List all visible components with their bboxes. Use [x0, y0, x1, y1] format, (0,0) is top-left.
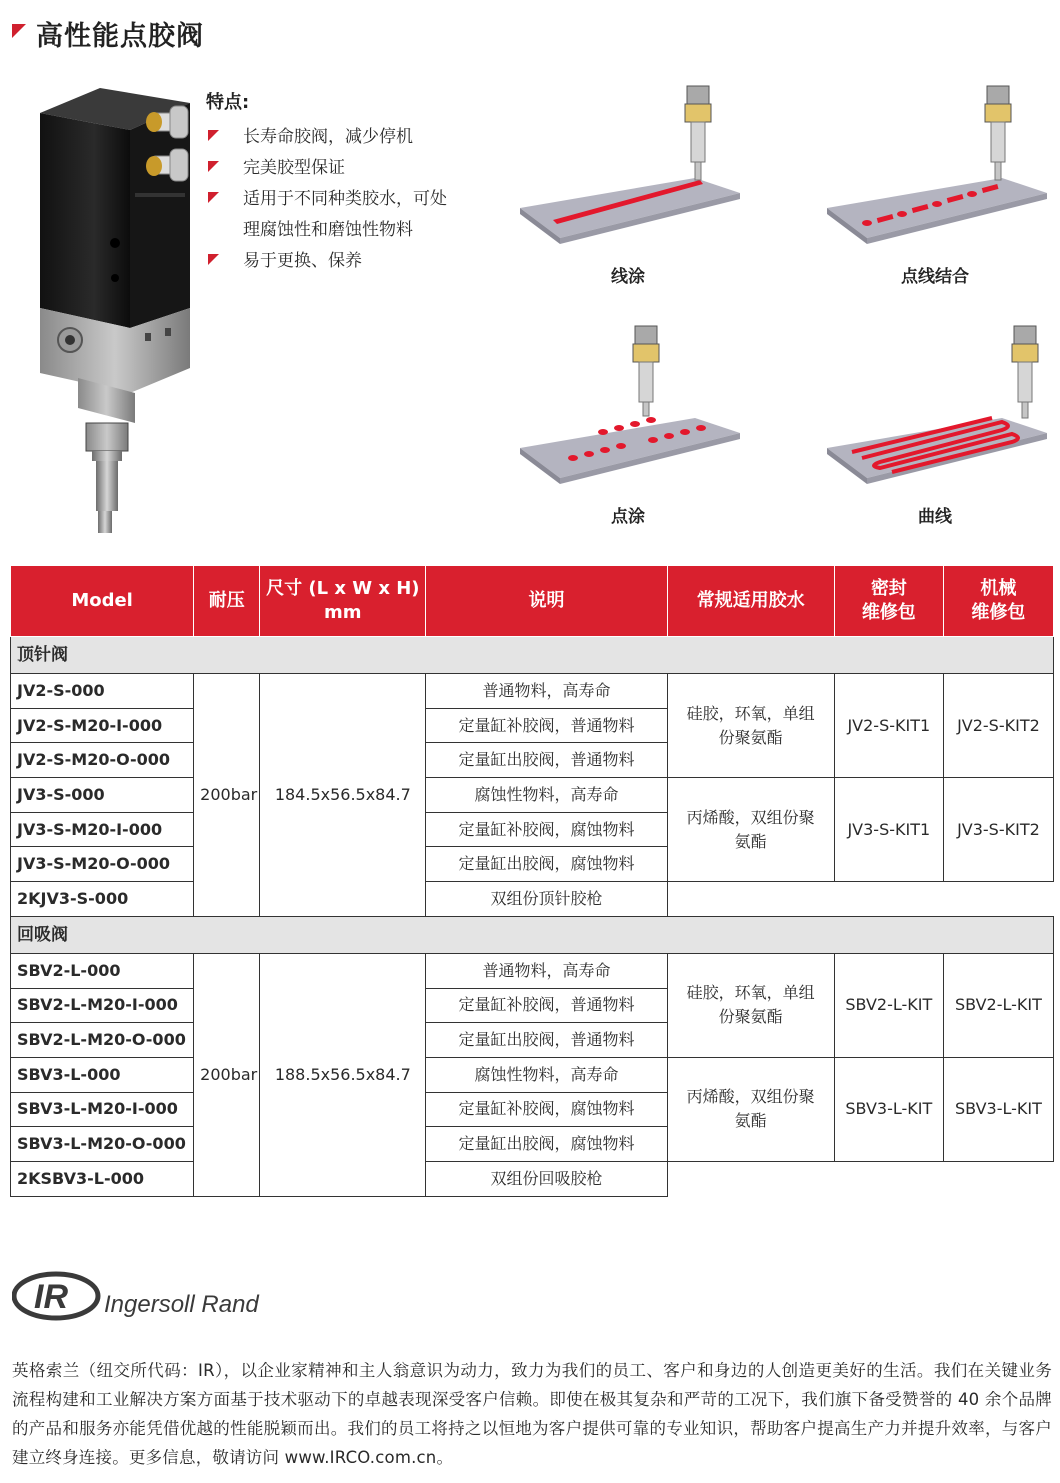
desc-cell: 普通物料，高寿命 — [426, 953, 667, 988]
features-list — [206, 88, 506, 277]
curve-coating-illustration — [822, 318, 1052, 488]
model-cell: SBV2-L-M20-O-000 — [11, 1023, 194, 1058]
col-header-size: 尺寸 (L x W x H) mm — [260, 566, 426, 637]
col-header-mech-kit: 机械 维修包 — [943, 566, 1053, 637]
model-cell: 2KJV3-S-000 — [11, 882, 194, 917]
desc-cell: 普通物料，高寿命 — [426, 674, 667, 709]
table-header-row — [11, 566, 1054, 637]
model-cell: JV2-S-M20-I-000 — [11, 708, 194, 743]
seal-kit-cell: JV2-S-KIT1 — [834, 674, 943, 778]
desc-cell: 腐蚀性物料，高寿命 — [426, 1057, 667, 1092]
desc-cell: 定量缸出胶阀，普通物料 — [426, 1023, 667, 1058]
title-marker-icon — [12, 24, 26, 38]
feature-item-continuation: 理腐蚀性和磨蚀性物料 — [243, 220, 413, 240]
svg-text:IR: IR — [34, 1278, 68, 1316]
model-cell: SBV2-L-M20-I-000 — [11, 988, 194, 1023]
illus-label-line: 线涂 — [611, 267, 645, 287]
model-cell: JV3-S-M20-O-000 — [11, 847, 194, 882]
illus-label-dot: 点涂 — [611, 507, 645, 527]
model-cell: SBV3-L-000 — [11, 1057, 194, 1092]
glue-cell: 丙烯酸，双组份聚 氨酯 — [667, 778, 834, 882]
model-cell: 2KSBV3-L-000 — [11, 1161, 194, 1196]
table-row — [11, 1161, 1054, 1196]
feature-item: 适用于不同种类胶水，可处 — [206, 184, 506, 215]
model-cell: JV3-S-M20-I-000 — [11, 812, 194, 847]
desc-cell: 定量缸出胶阀，腐蚀物料 — [426, 847, 667, 882]
bullet-icon — [208, 254, 219, 265]
dispense-valve-product-image — [30, 78, 200, 538]
seal-kit-cell: JV3-S-KIT1 — [834, 778, 943, 882]
company-description: 英格索兰（纽交所代码：IR），以企业家精神和主人翁意识为动力，致力为我们的员工、客户和身边的人创造更美好的生活。我们在关键业务流程构建和工业解决方案方面基于技术驱动下的卓越表现深受客户信赖。即使在极其复杂和严苛的工况下，我们旗下备受赞誉的 40 余个品牌的产品和服务亦能凭借优越的性能脱颖而出。我们的员工将持之以恒地为客户提供可靠的专业知识，帮助客户提高生产力并提升效率，与客户建立终身连接。更多信息，敬请访问 www.IRCO.com.cn。 — [12, 1361, 1052, 1467]
dot-coating-illustration — [515, 318, 745, 488]
model-cell: SBV3-L-M20-I-000 — [11, 1092, 194, 1127]
bullet-icon — [208, 161, 219, 172]
mech-kit-cell: JV3-S-KIT2 — [943, 778, 1053, 882]
feature-item: 完美胶型保证 — [206, 153, 506, 184]
bullet-icon — [208, 192, 219, 203]
desc-cell: 定量缸出胶阀，腐蚀物料 — [426, 1127, 667, 1162]
size-cell: 184.5x56.5x84.7 — [260, 674, 426, 917]
table-row — [11, 778, 1054, 813]
ingersoll-rand-logo — [12, 1268, 282, 1324]
col-header-description: 说明 — [426, 566, 667, 637]
group-header-needle-valve: 顶针阀 — [11, 637, 1054, 674]
model-cell: SBV3-L-M20-O-000 — [11, 1127, 194, 1162]
model-cell: SBV2-L-000 — [11, 953, 194, 988]
desc-cell: 定量缸出胶阀，普通物料 — [426, 743, 667, 778]
desc-cell: 双组份回吸胶枪 — [426, 1161, 667, 1196]
feature-item: 长寿命胶阀，减少停机 — [206, 122, 506, 153]
table-row — [11, 882, 1054, 917]
seal-kit-cell: SBV2-L-KIT — [834, 953, 943, 1057]
col-header-seal-kit: 密封 维修包 — [834, 566, 943, 637]
model-cell: JV2-S-M20-O-000 — [11, 743, 194, 778]
dot-line-illustration — [822, 78, 1052, 248]
table-row — [11, 953, 1054, 988]
empty-cell — [667, 882, 1053, 917]
group-header-suckback-valve: 回吸阀 — [11, 916, 1054, 953]
glue-cell: 硅胶，环氧，单组 份聚氨酯 — [667, 953, 834, 1057]
mech-kit-cell: SBV2-L-KIT — [943, 953, 1053, 1057]
desc-cell: 双组份顶针胶枪 — [426, 882, 667, 917]
pressure-cell: 200bar — [194, 953, 260, 1196]
desc-cell: 定量缸补胶阀，腐蚀物料 — [426, 812, 667, 847]
desc-cell: 定量缸补胶阀，普通物料 — [426, 708, 667, 743]
table-row — [11, 674, 1054, 709]
page-title-row — [12, 14, 204, 53]
illus-label-curve: 曲线 — [918, 507, 952, 527]
seal-kit-cell: SBV3-L-KIT — [834, 1057, 943, 1161]
desc-cell: 定量缸补胶阀，腐蚀物料 — [426, 1092, 667, 1127]
model-cell: JV2-S-000 — [11, 674, 194, 709]
svg-text:Ingersoll Rand: Ingersoll Rand — [104, 1291, 259, 1318]
glue-cell: 丙烯酸，双组份聚 氨酯 — [667, 1057, 834, 1161]
mech-kit-cell: JV2-S-KIT2 — [943, 674, 1053, 778]
spec-table — [10, 565, 1054, 1197]
mech-kit-cell: SBV3-L-KIT — [943, 1057, 1053, 1161]
page-title: 高性能点胶阀 — [36, 21, 204, 52]
desc-cell: 腐蚀性物料，高寿命 — [426, 778, 667, 813]
table-row — [11, 1057, 1054, 1092]
col-header-model: Model — [11, 566, 194, 637]
empty-cell — [667, 1161, 1053, 1196]
col-header-glue: 常规适用胶水 — [667, 566, 834, 637]
desc-cell: 定量缸补胶阀，普通物料 — [426, 988, 667, 1023]
features-heading: 特点: — [206, 92, 250, 113]
bullet-icon — [208, 130, 219, 141]
feature-item: 易于更换、保养 — [206, 246, 506, 277]
glue-cell: 硅胶，环氧，单组 份聚氨酯 — [667, 674, 834, 778]
model-cell: JV3-S-000 — [11, 778, 194, 813]
illus-label-dot-line: 点线结合 — [901, 267, 969, 287]
line-coating-illustration — [515, 78, 745, 248]
size-cell: 188.5x56.5x84.7 — [260, 953, 426, 1196]
col-header-pressure: 耐压 — [194, 566, 260, 637]
pressure-cell: 200bar — [194, 674, 260, 917]
